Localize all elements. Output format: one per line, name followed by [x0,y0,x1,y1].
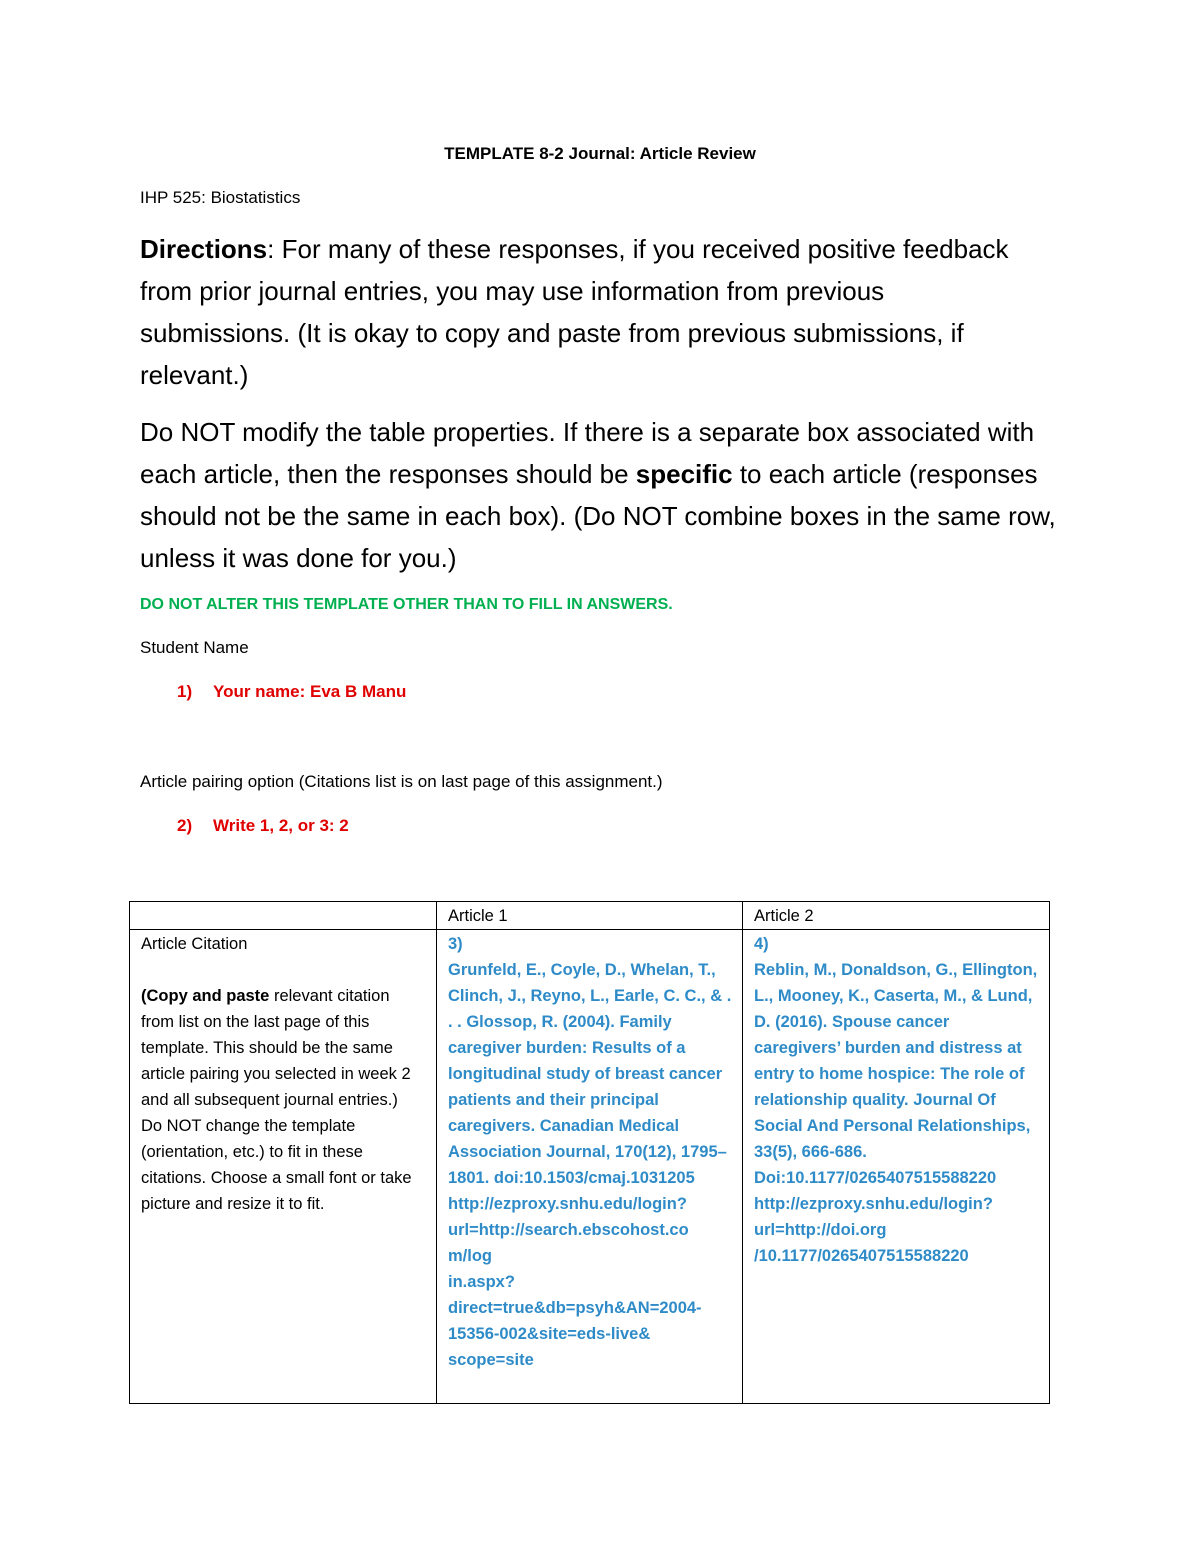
student-name-answer [177,682,406,702]
article-1-url-cont-2[interactable]: in.aspx?direct=true&db=psyh&AN=2004-15356-002&site=eds-live& scope=site [448,1273,702,1369]
answer-text: Your name: Eva B Manu [213,682,407,701]
question-number: 2) [177,816,193,835]
article-2-number: 4) [754,935,769,953]
article-1-number: 3) [448,935,463,953]
row-instructions-2: Do NOT change the template (orientation, etc.) to fit in these citations. Choose a small font or take picture and resize it to fit. [141,1117,412,1213]
article-1-url[interactable]: http://ezproxy.snhu.edu/login?url=http://search.ebscohost.co [448,1195,689,1239]
article-2-url[interactable]: http://ezproxy.snhu.edu/login?url=http://doi.org [754,1195,993,1239]
instructions-text-2: to each article (responses should not be the same in each box). (Do NOT combine boxes in the same row, unless it was done for you.) [140,459,1056,573]
article-citation-row [130,930,1050,1404]
article-2-url-cont[interactable]: /10.1177/0265407515588220 [754,1247,969,1265]
header-cell-article-1: Article 1 [437,902,743,930]
article-review-table [129,901,1050,1404]
article-1-url-cont[interactable]: m/log [448,1247,492,1265]
row-label-cell [130,930,437,1404]
row-label: Article Citation [141,935,248,953]
article-1-citation-cell[interactable] [437,930,743,1404]
instructions-text-1: Do NOT modify the table properties. If there is a separate box associated with each article, then the responses should be [140,417,1035,489]
directions-text: : For many of these responses, if you received positive feedback from prior journal entries, you may use information from previous submissions. (It is okay to copy and paste from previous submissions, if relevant.) [140,234,1009,390]
header-cell-article-2: Article 2 [743,902,1050,930]
instructions-emphasis: specific [635,459,733,489]
article-pairing-label: Article pairing option (Citations list is on last page of this assignment.) [140,772,663,791]
article-1-citation: Grunfeld, E., Coyle, D., Whelan, T., Clinch, J., Reyno, L., Earle, C. C., & . . . Glossop, R. (2004). Family caregiver burden: Results of a longitudinal study of breast cancer patients and their principal caregivers. Canadian Medical Association Journal, 170(12), 1795–1801. doi:10.1503/cmaj.1031205 [448,961,732,1187]
template-warning: DO NOT ALTER THIS TEMPLATE OTHER THAN TO FILL IN ANSWERS. [140,596,673,613]
directions-paragraph [140,228,1040,396]
student-name-label: Student Name [140,638,249,657]
table-instructions-paragraph [140,411,1060,579]
row-instructions [141,983,426,1113]
header-cell-empty [130,902,437,930]
article-pairing-answer [177,816,349,836]
article-2-citation: Reblin, M., Donaldson, G., Ellington, L., Mooney, K., Caserta, M., & Lund, D. (2016). Spouse cancer caregivers’ burden and distress at entry to home hospice: The role of relationship quality. Journal Of Social And Personal Relationships, 33(5), 666-686. Doi:10.1177/0265407515588220 [754,961,1038,1187]
directions-label: Directions [140,234,268,264]
course-name: IHP 525: Biostatistics [140,188,301,207]
page-title: TEMPLATE 8-2 Journal: Article Review [444,144,756,163]
question-number: 1) [177,682,193,701]
answer-text: Write 1, 2, or 3: 2 [213,816,349,835]
table-header-row [130,902,1050,930]
row-instructions-text: relevant citation from list on the last page of this template. This should be the same article pairing you selected in week 2 and all subsequent journal entries.) [141,987,411,1109]
article-2-citation-cell[interactable] [743,930,1050,1404]
row-instructions-bold: (Copy and paste [141,987,270,1005]
